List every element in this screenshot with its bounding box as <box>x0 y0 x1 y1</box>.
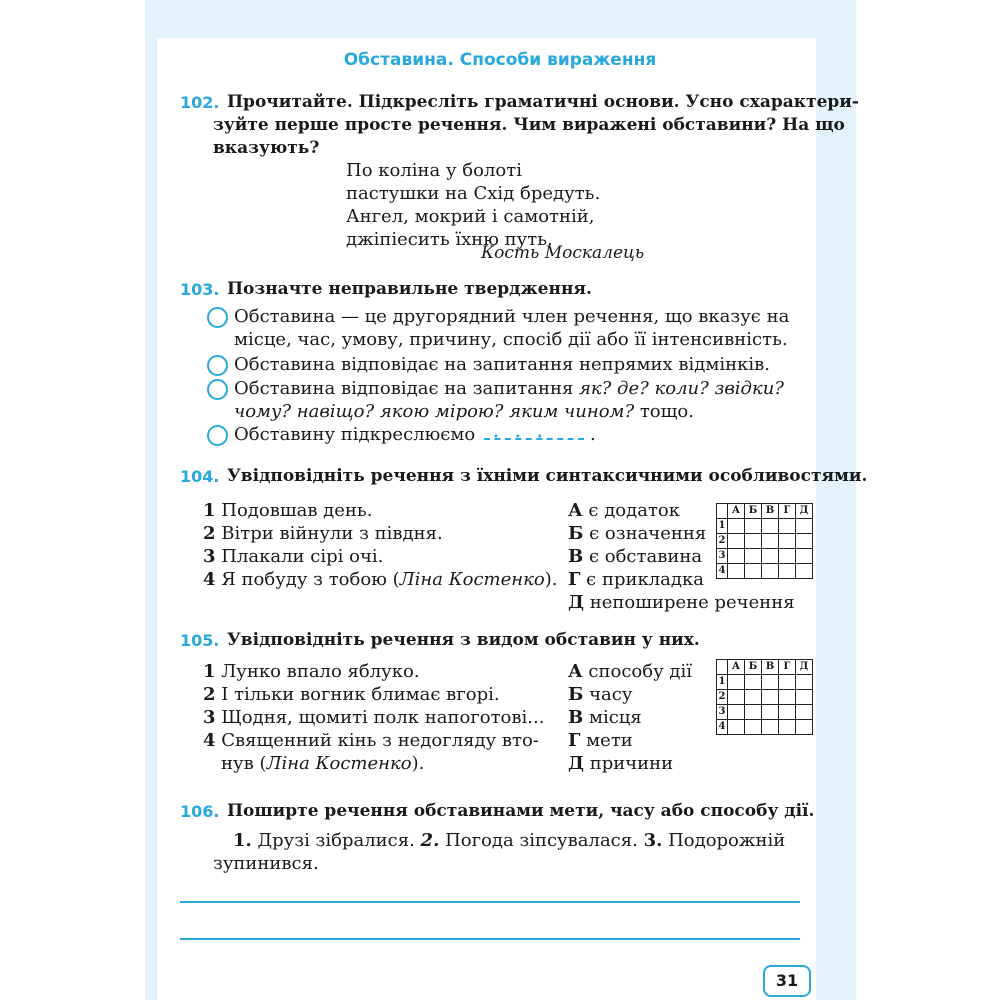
grid-row-header: 3 <box>717 705 728 720</box>
exercise-104-task: Увідповідніть речення з їхніми синтаксичними особливостями. <box>227 466 868 486</box>
exercise-106-sentences <box>233 830 785 851</box>
option-letter: Д <box>568 592 585 613</box>
sentence-text: Подорожній <box>662 830 786 851</box>
grid-cell[interactable] <box>762 534 779 549</box>
sentence-4 <box>203 569 557 590</box>
grid-cell[interactable] <box>745 720 762 735</box>
exercise-102-task-line1: Прочитайте. Підкресліть граматичні основи. Усно схарактери- <box>227 92 859 112</box>
answer-option-3-line2 <box>234 401 694 422</box>
grid-col-header: Г <box>779 504 796 519</box>
grid-cell[interactable] <box>762 519 779 534</box>
option-letter: Б <box>568 523 584 544</box>
answer-option-3-prefix: Обставина відповідає на запитання <box>234 378 580 399</box>
answer-option-1-circle[interactable] <box>207 307 228 328</box>
grid-cell[interactable] <box>745 534 762 549</box>
sentence-text: Плакали сірі очі. <box>221 546 384 567</box>
option-a <box>568 500 680 521</box>
sentence-text: Друзі зібралися. <box>251 830 421 851</box>
sentence-text: нув ( <box>221 753 267 774</box>
sentence-number: 2. <box>420 830 440 851</box>
grid-col-header: А <box>728 504 745 519</box>
option-letter: А <box>568 661 583 682</box>
grid-cell[interactable] <box>728 690 745 705</box>
option-v <box>568 707 642 728</box>
grid-row-header: 4 <box>717 720 728 735</box>
exercise-106-number: 106. <box>180 802 220 821</box>
grid-col-header: Д <box>796 660 813 675</box>
option-text: місця <box>588 707 642 728</box>
sentence-number: 4 <box>203 730 216 751</box>
option-letter: Г <box>568 730 581 751</box>
sentence-text: Погода зіпсувалася. <box>439 830 644 851</box>
sentence-1 <box>203 500 372 521</box>
sentence-2 <box>203 684 500 705</box>
sentence-text: Подовшав день. <box>221 500 373 521</box>
sentence-text: Я побуду з тобою ( <box>221 569 400 590</box>
grid-cell[interactable] <box>728 519 745 534</box>
grid-cell[interactable] <box>796 549 813 564</box>
option-text: є обставина <box>588 546 703 567</box>
exercise-106-task: Поширте речення обставинами мети, часу або способу дії. <box>227 801 815 821</box>
sentence-4 <box>203 730 539 751</box>
grid-col-header: Д <box>796 504 813 519</box>
grid-col-header: Б <box>745 504 762 519</box>
grid-cell[interactable] <box>762 690 779 705</box>
option-text: є додаток <box>588 500 680 521</box>
option-letter: А <box>568 500 583 521</box>
sentence-3 <box>203 546 383 567</box>
answer-option-4-circle[interactable] <box>207 425 228 446</box>
option-text: часу <box>589 684 633 705</box>
poem-author: Кость Москалець <box>481 243 645 263</box>
grid-col-header: В <box>762 660 779 675</box>
sentence-number: 1. <box>233 830 252 851</box>
option-text: непоширене речення <box>589 592 795 613</box>
exercise-102-task-line2: зуйте перше просте речення. Чим виражені обставини? На що <box>213 115 845 135</box>
sentence-text: Священний кінь з недогляду вто- <box>221 730 539 751</box>
option-letter: Б <box>568 684 584 705</box>
answer-option-3-circle[interactable] <box>207 379 228 400</box>
grid-cell[interactable] <box>745 564 762 579</box>
option-text: способу дії <box>588 661 692 682</box>
answer-option-2-text: Обставина відповідає на запитання непрямих відмінків. <box>234 354 771 375</box>
sentence-1 <box>203 661 420 682</box>
grid-row-header: 1 <box>717 519 728 534</box>
sentence-number: 3 <box>203 546 216 567</box>
exercise-105-task: Увідповідніть речення з видом обставин у них. <box>227 630 700 650</box>
exercise-102-task-line3: вказують? <box>213 138 320 158</box>
answer-grid-105 <box>716 659 813 735</box>
grid-cell[interactable] <box>779 564 796 579</box>
option-b <box>568 684 632 705</box>
answer-option-3-suffix: тощо. <box>634 401 694 422</box>
sentence-text: Вітри війнули з півдня. <box>221 523 443 544</box>
option-text: причини <box>589 753 674 774</box>
option-b <box>568 523 706 544</box>
sentence-3 <box>203 707 544 728</box>
option-d <box>568 753 673 774</box>
option-text: є означення <box>589 523 707 544</box>
sentence-text: Лунко впало яблуко. <box>221 661 420 682</box>
answer-option-3-line1 <box>234 378 784 399</box>
sentence-tail: ). <box>544 569 558 590</box>
grid-cell[interactable] <box>728 549 745 564</box>
poem-line: джіпіесить їхню путь. <box>346 229 553 250</box>
grid-cell[interactable] <box>796 534 813 549</box>
grid-cell[interactable] <box>745 705 762 720</box>
grid-cell[interactable] <box>779 519 796 534</box>
answer-writing-line[interactable] <box>180 938 800 940</box>
poem-line: пастушки на Схід бредуть. <box>346 183 601 204</box>
answer-option-3-questions-2: чому? навіщо? якою мірою? яким чином? <box>234 401 635 422</box>
answer-option-2-circle[interactable] <box>207 355 228 376</box>
grid-row-header: 3 <box>717 549 728 564</box>
sentence-number: 3. <box>643 830 663 851</box>
grid-row-header: 2 <box>717 534 728 549</box>
grid-cell[interactable] <box>779 675 796 690</box>
grid-cell[interactable] <box>728 564 745 579</box>
poem-line: По коліна у болоті <box>346 160 522 181</box>
option-letter: Г <box>568 569 581 590</box>
sentence-text: І тільки вогник блимає вгорі. <box>221 684 500 705</box>
grid-col-header: Г <box>779 660 796 675</box>
sentence-author: Ліна Костенко <box>399 569 545 590</box>
grid-cell[interactable] <box>762 705 779 720</box>
option-d <box>568 592 795 613</box>
option-letter: В <box>568 707 584 728</box>
grid-cell[interactable] <box>779 534 796 549</box>
exercise-102-number: 102. <box>180 93 220 112</box>
grid-col-header: А <box>728 660 745 675</box>
answer-grid-104 <box>716 503 813 579</box>
grid-cell[interactable] <box>779 720 796 735</box>
grid-row-header: 2 <box>717 690 728 705</box>
grid-cell[interactable] <box>728 705 745 720</box>
grid-cell[interactable] <box>745 549 762 564</box>
grid-row-header: 4 <box>717 564 728 579</box>
sentence-tail: ). <box>411 753 425 774</box>
option-letter: Д <box>568 753 585 774</box>
exercise-104-number: 104. <box>180 467 220 486</box>
answer-writing-line[interactable] <box>180 901 800 903</box>
option-text: мети <box>586 730 633 751</box>
option-a <box>568 661 692 682</box>
exercise-105-number: 105. <box>180 631 220 650</box>
exercise-103-task: Позначте неправильне твердження. <box>227 279 592 299</box>
grid-cell[interactable] <box>796 720 813 735</box>
option-h <box>568 569 704 590</box>
sentence-number: 2 <box>203 523 216 544</box>
poem-line: Ангел, мокрий і самотній, <box>346 206 595 227</box>
sentence-text: Щодня, щомиті полк напоготові... <box>221 707 545 728</box>
grid-cell[interactable] <box>796 564 813 579</box>
option-h <box>568 730 633 751</box>
exercise-103-number: 103. <box>180 280 220 299</box>
answer-option-1-line2: місце, час, умову, причину, спосіб дії або її інтенсивність. <box>234 329 788 350</box>
grid-cell[interactable] <box>728 534 745 549</box>
answer-option-1-line1: Обставина — це другорядний член речення, що вказує на <box>234 306 790 327</box>
grid-cell[interactable] <box>779 690 796 705</box>
grid-cell[interactable] <box>796 675 813 690</box>
grid-cell[interactable] <box>762 549 779 564</box>
grid-cell[interactable] <box>745 690 762 705</box>
grid-cell[interactable] <box>796 690 813 705</box>
sentence-2 <box>203 523 443 544</box>
sentence-number: 1 <box>203 500 216 521</box>
exercise-106-sentence-continuation: зупинився. <box>213 853 319 874</box>
option-v <box>568 546 702 567</box>
grid-col-header: В <box>762 504 779 519</box>
grid-cell[interactable] <box>745 519 762 534</box>
page-number: 31 <box>763 965 811 997</box>
sentence-author: Ліна Костенко <box>266 753 412 774</box>
grid-col-header: Б <box>745 660 762 675</box>
sentence-4-continuation <box>221 753 424 774</box>
grid-corner <box>717 504 728 519</box>
grid-cell[interactable] <box>745 675 762 690</box>
grid-row-header: 1 <box>717 675 728 690</box>
page-title: Обставина. Способи вираження <box>343 50 657 70</box>
grid-cell[interactable] <box>796 519 813 534</box>
answer-option-4-text: Обставину підкреслюємо <box>234 424 476 445</box>
grid-cell[interactable] <box>762 675 779 690</box>
answer-option-4-period: . <box>590 424 596 445</box>
grid-cell[interactable] <box>762 564 779 579</box>
sentence-number: 4 <box>203 569 216 590</box>
sentence-number: 3 <box>203 707 216 728</box>
grid-cell[interactable] <box>728 675 745 690</box>
grid-cell[interactable] <box>728 720 745 735</box>
answer-option-3-questions-1: як? де? коли? звідки? <box>579 378 784 399</box>
grid-cell[interactable] <box>779 549 796 564</box>
grid-cell[interactable] <box>779 705 796 720</box>
grid-cell[interactable] <box>796 705 813 720</box>
option-text: є прикладка <box>586 569 704 590</box>
sentence-number: 1 <box>203 661 216 682</box>
grid-corner <box>717 660 728 675</box>
dash-dot-markers: ••• <box>493 432 559 443</box>
grid-cell[interactable] <box>762 720 779 735</box>
sentence-number: 2 <box>203 684 216 705</box>
option-letter: В <box>568 546 584 567</box>
